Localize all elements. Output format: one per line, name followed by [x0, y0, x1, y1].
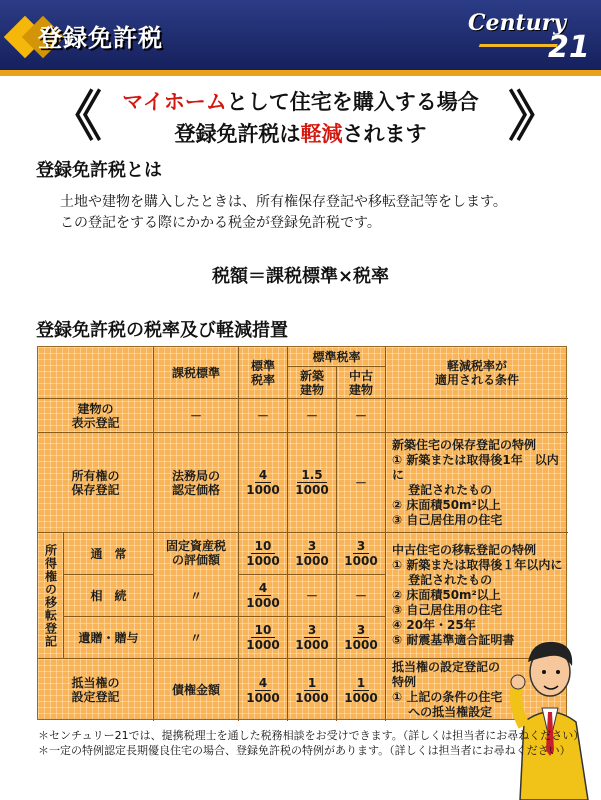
header-blank	[38, 347, 154, 399]
r6-used-den: 1000	[344, 690, 378, 705]
about-line-2: この登記をする際にかかる税金が登録免許税です。	[60, 215, 381, 231]
mascot-illustration	[510, 632, 600, 800]
r2-conditions	[386, 433, 568, 533]
r345-cond-1: ① 新築または取得後１年以内に	[392, 558, 563, 572]
r2-used: －	[337, 433, 386, 533]
row-normal: 通 常	[64, 533, 154, 575]
r2-rate	[239, 433, 288, 533]
footnote-2: ＊一定の特例認定長期優良住宅の場合、登録免許税の特例があります。（詳しくは担当者にお尋ねください）	[38, 744, 571, 757]
r5-new-den: 1000	[295, 638, 329, 652]
header-rate: 標準 税率	[239, 347, 288, 399]
r2-new-num: 1.5	[297, 468, 326, 483]
r2-cond-2: 登記されたもの	[392, 482, 493, 497]
hero-line-2-suffix: されます	[342, 122, 427, 146]
section-title-table: 登録免許税の税率及び軽減措置	[36, 320, 288, 341]
hero-line-2-prefix: 登録免許税は	[174, 122, 301, 146]
r6-cond-1: 特例	[392, 675, 417, 689]
r5-rate-num: 10	[251, 623, 276, 638]
header-conditions: 軽減税率が 適用される条件	[386, 347, 568, 399]
r6-rate-den: 1000	[246, 690, 280, 705]
bracket-left: 《	[48, 85, 102, 148]
r1-new: －	[288, 399, 337, 433]
r345-cond-4: ③ 自己居住用の住宅	[392, 603, 503, 617]
header-stripe	[0, 70, 601, 76]
r5-rate	[239, 617, 288, 659]
r6-new	[288, 659, 337, 721]
r6-cond-2: ① 上記の条件の住宅	[392, 690, 503, 704]
transfer-group-label: 所得権の移転登記	[43, 543, 58, 648]
r6-base: 債権金額	[154, 659, 239, 721]
tax-rate-table	[37, 346, 567, 720]
r345-cond-2: 登記されたもの	[392, 573, 493, 587]
header-used-building: 中古 建物	[337, 367, 386, 399]
r5-new	[288, 617, 337, 659]
r3-rate-den: 1000	[246, 554, 280, 568]
header-new-building: 新築 建物	[288, 367, 337, 399]
r3-used	[337, 533, 386, 575]
header-base: 課税標準	[154, 347, 239, 399]
logo-text: Century	[468, 10, 567, 36]
r2-cond-3: ② 床面積50m²以上	[392, 497, 501, 512]
hero-highlight-myhome: マイホーム	[122, 90, 227, 114]
r345-cond-3: ② 床面積50m²以上	[392, 588, 501, 602]
r5-new-num: 3	[304, 623, 320, 638]
page-title: 登録免許税	[38, 24, 163, 52]
r3-used-num: 3	[353, 539, 369, 554]
about-line-1: 土地や建物を購入したときは、所有権保存登記や移転登記等をします。	[60, 194, 507, 210]
logo-roof-icon	[476, 44, 558, 54]
r4-used: －	[337, 575, 386, 617]
r6-cond-3: への抵当権設定	[392, 705, 493, 719]
r345-cond-5: ④ 20年・25年	[392, 618, 476, 632]
r5-used	[337, 617, 386, 659]
r2-rate-num: 4	[255, 468, 271, 483]
r5-rate-den: 1000	[246, 638, 280, 652]
r345-cond-0: 中古住宅の移転登記の特例	[392, 543, 537, 557]
r3-rate-num: 10	[251, 539, 276, 554]
r4-rate-den: 1000	[246, 596, 280, 610]
logo-number: 21	[548, 30, 590, 65]
r3-base: 固定資産税 の評価額	[154, 533, 239, 659]
r2-new	[288, 433, 337, 533]
r1-used: －	[337, 399, 386, 433]
r3-rate	[239, 533, 288, 575]
r3-used-den: 1000	[344, 554, 378, 568]
r2-cond-1: ① 新築または取得後1年 以内に	[392, 452, 559, 482]
r6-cond-0: 抵当権の設定登記の	[392, 660, 501, 674]
century21-logo	[468, 10, 588, 68]
section-title-about: 登録免許税とは	[36, 160, 162, 181]
r2-cond-0: 新築住宅の保存登記の特例	[392, 437, 537, 452]
r2-base: 法務局の 認定価格	[154, 433, 239, 533]
r5-used-den: 1000	[344, 638, 378, 652]
r2-new-den: 1000	[295, 483, 329, 497]
bracket-right: 》	[508, 85, 562, 148]
r3-new-num: 3	[304, 539, 320, 554]
row-display-registration: 建物の 表示登記	[38, 399, 154, 433]
row-bequest-gift: 遺贈・贈与	[64, 617, 154, 659]
r2-cond-4: ③ 自己居住用の住宅	[392, 512, 503, 527]
r1-cond	[386, 399, 568, 433]
r6-used	[337, 659, 386, 721]
r1-base: －	[154, 399, 239, 433]
r4-base: 〃	[154, 575, 239, 617]
r4-rate-num: 4	[255, 581, 271, 596]
footnotes	[38, 728, 584, 758]
hero-highlight-reduce: 軽減	[300, 122, 343, 146]
r6-rate	[239, 659, 288, 721]
row-ownership-preservation: 所有権の 保存登記	[38, 433, 154, 533]
r2-rate-den: 1000	[246, 483, 280, 497]
footnote-1: ＊センチュリー21では、提携税理士を通した税務相談をお受けできます。（詳しくは担当者にお尋ねください）	[38, 729, 585, 742]
hero-line-1-rest: として住宅を購入する場合	[226, 90, 479, 114]
header-standard-rate: 標準税率	[288, 347, 386, 367]
r4-new: －	[288, 575, 337, 617]
header-bar	[0, 0, 601, 74]
r3-new	[288, 533, 337, 575]
r6-rate-num: 4	[255, 676, 271, 691]
r5-used-num: 3	[353, 623, 369, 638]
r6-new-num: 1	[304, 676, 320, 691]
row-group-transfer	[38, 533, 64, 659]
r6-new-den: 1000	[295, 690, 329, 705]
r5-base: 〃	[154, 617, 239, 659]
row-mortgage: 抵当権の 設定登記	[38, 659, 154, 721]
r6-used-num: 1	[353, 676, 369, 691]
row-inheritance: 相 続	[64, 575, 154, 617]
r3-new-den: 1000	[295, 554, 329, 568]
r1-rate: －	[239, 399, 288, 433]
hero-banner	[0, 84, 601, 150]
r345-cond-6: ⑤ 耐震基準適合証明書	[392, 633, 515, 647]
r4-rate	[239, 575, 288, 617]
tax-formula: 税額＝課税標準×税率	[211, 266, 390, 287]
